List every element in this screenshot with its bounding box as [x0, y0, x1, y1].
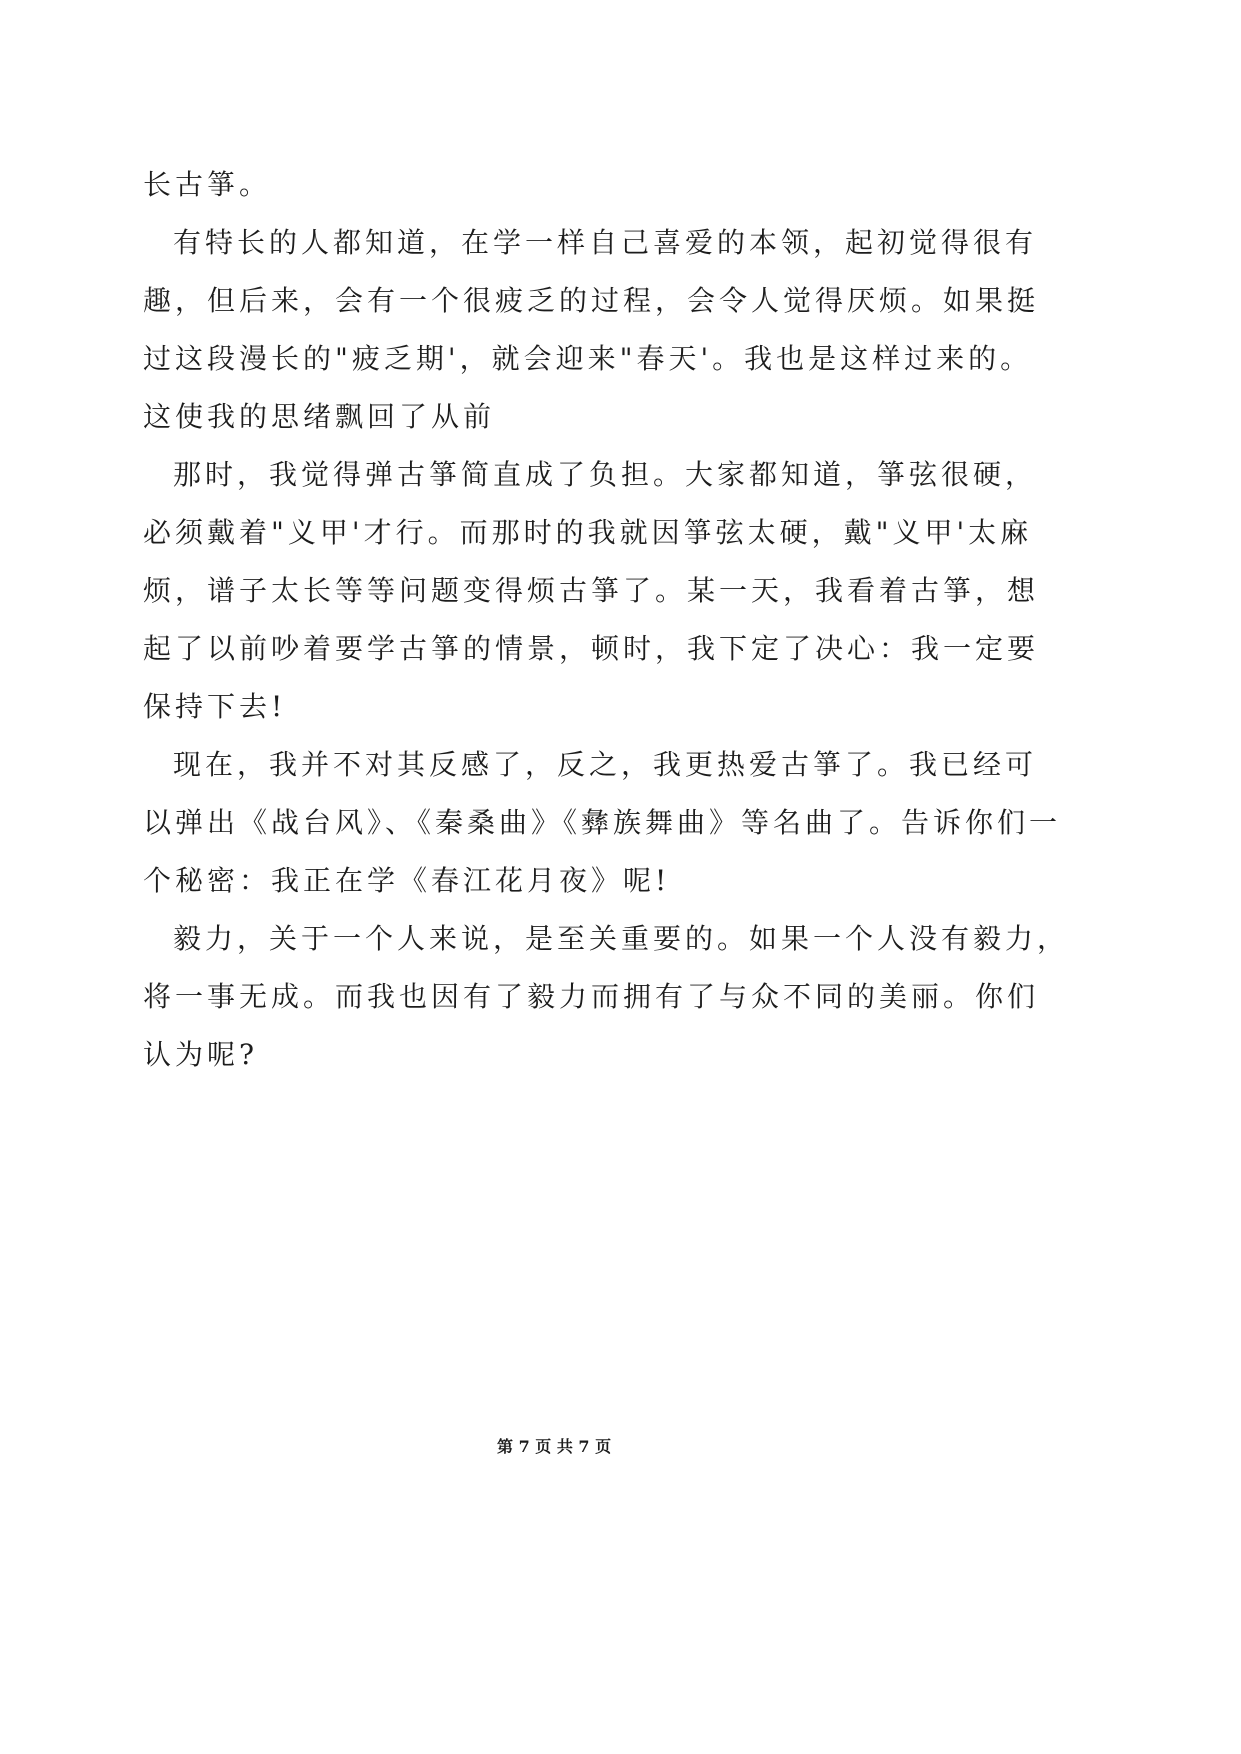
text-line: 个秘密：我正在学《春江花月夜》呢!: [143, 864, 671, 897]
text-line: 将一事无成。而我也因有了毅力而拥有了与众不同的美丽。你们: [143, 980, 1040, 1013]
text-line: 毅力，关于一个人来说，是至关重要的。如果一个人没有毅力，: [173, 922, 1070, 955]
text-line: 认为呢?: [143, 1038, 259, 1071]
text-line: 那时，我觉得弹古箏简直成了负担。大家都知道，箏弦很硬，: [173, 458, 1038, 491]
text-line: 趣，但后来，会有一个很疲乏的过程，会令人觉得厌烦。如果挺: [143, 284, 1040, 317]
text-line: 长古箏。: [143, 168, 272, 201]
text-line: 必须戴着"义甲'才行。而那时的我就因箏弦太硬，戴"义甲'太麻: [143, 516, 1033, 549]
text-line: 烦，谱子太长等等问题变得烦古箏了。某一天，我看着古箏，想: [143, 574, 1040, 607]
paragraph: [143, 156, 1143, 214]
text-line: 现在，我并不对其反感了，反之，我更热爱古箏了。我已经可: [173, 748, 1038, 781]
paragraph: [143, 446, 1143, 736]
paragraph: [143, 910, 1143, 1084]
text-line: 以弹出《战台风》、《秦桑曲》《彝族舞曲》等名曲了。告诉你们一: [143, 806, 1062, 839]
page-number-footer: 第 7 页 共 7 页: [497, 1437, 612, 1456]
body-text: [143, 156, 1143, 1084]
text-line: 起了以前吵着要学古箏的情景，顿时，我下定了决心：我一定要: [143, 632, 1040, 665]
text-line: 有特长的人都知道，在学一样自己喜爱的本领，起初觉得很有: [173, 226, 1038, 259]
paragraph: [143, 736, 1143, 910]
text-line: 保持下去!: [143, 690, 287, 723]
text-line: 这使我的思绪飘回了从前: [143, 400, 496, 433]
paragraph: [143, 214, 1143, 446]
text-line: 过这段漫长的"疲乏期'，就会迎来"春天'。我也是这样过来的。: [143, 342, 1033, 375]
